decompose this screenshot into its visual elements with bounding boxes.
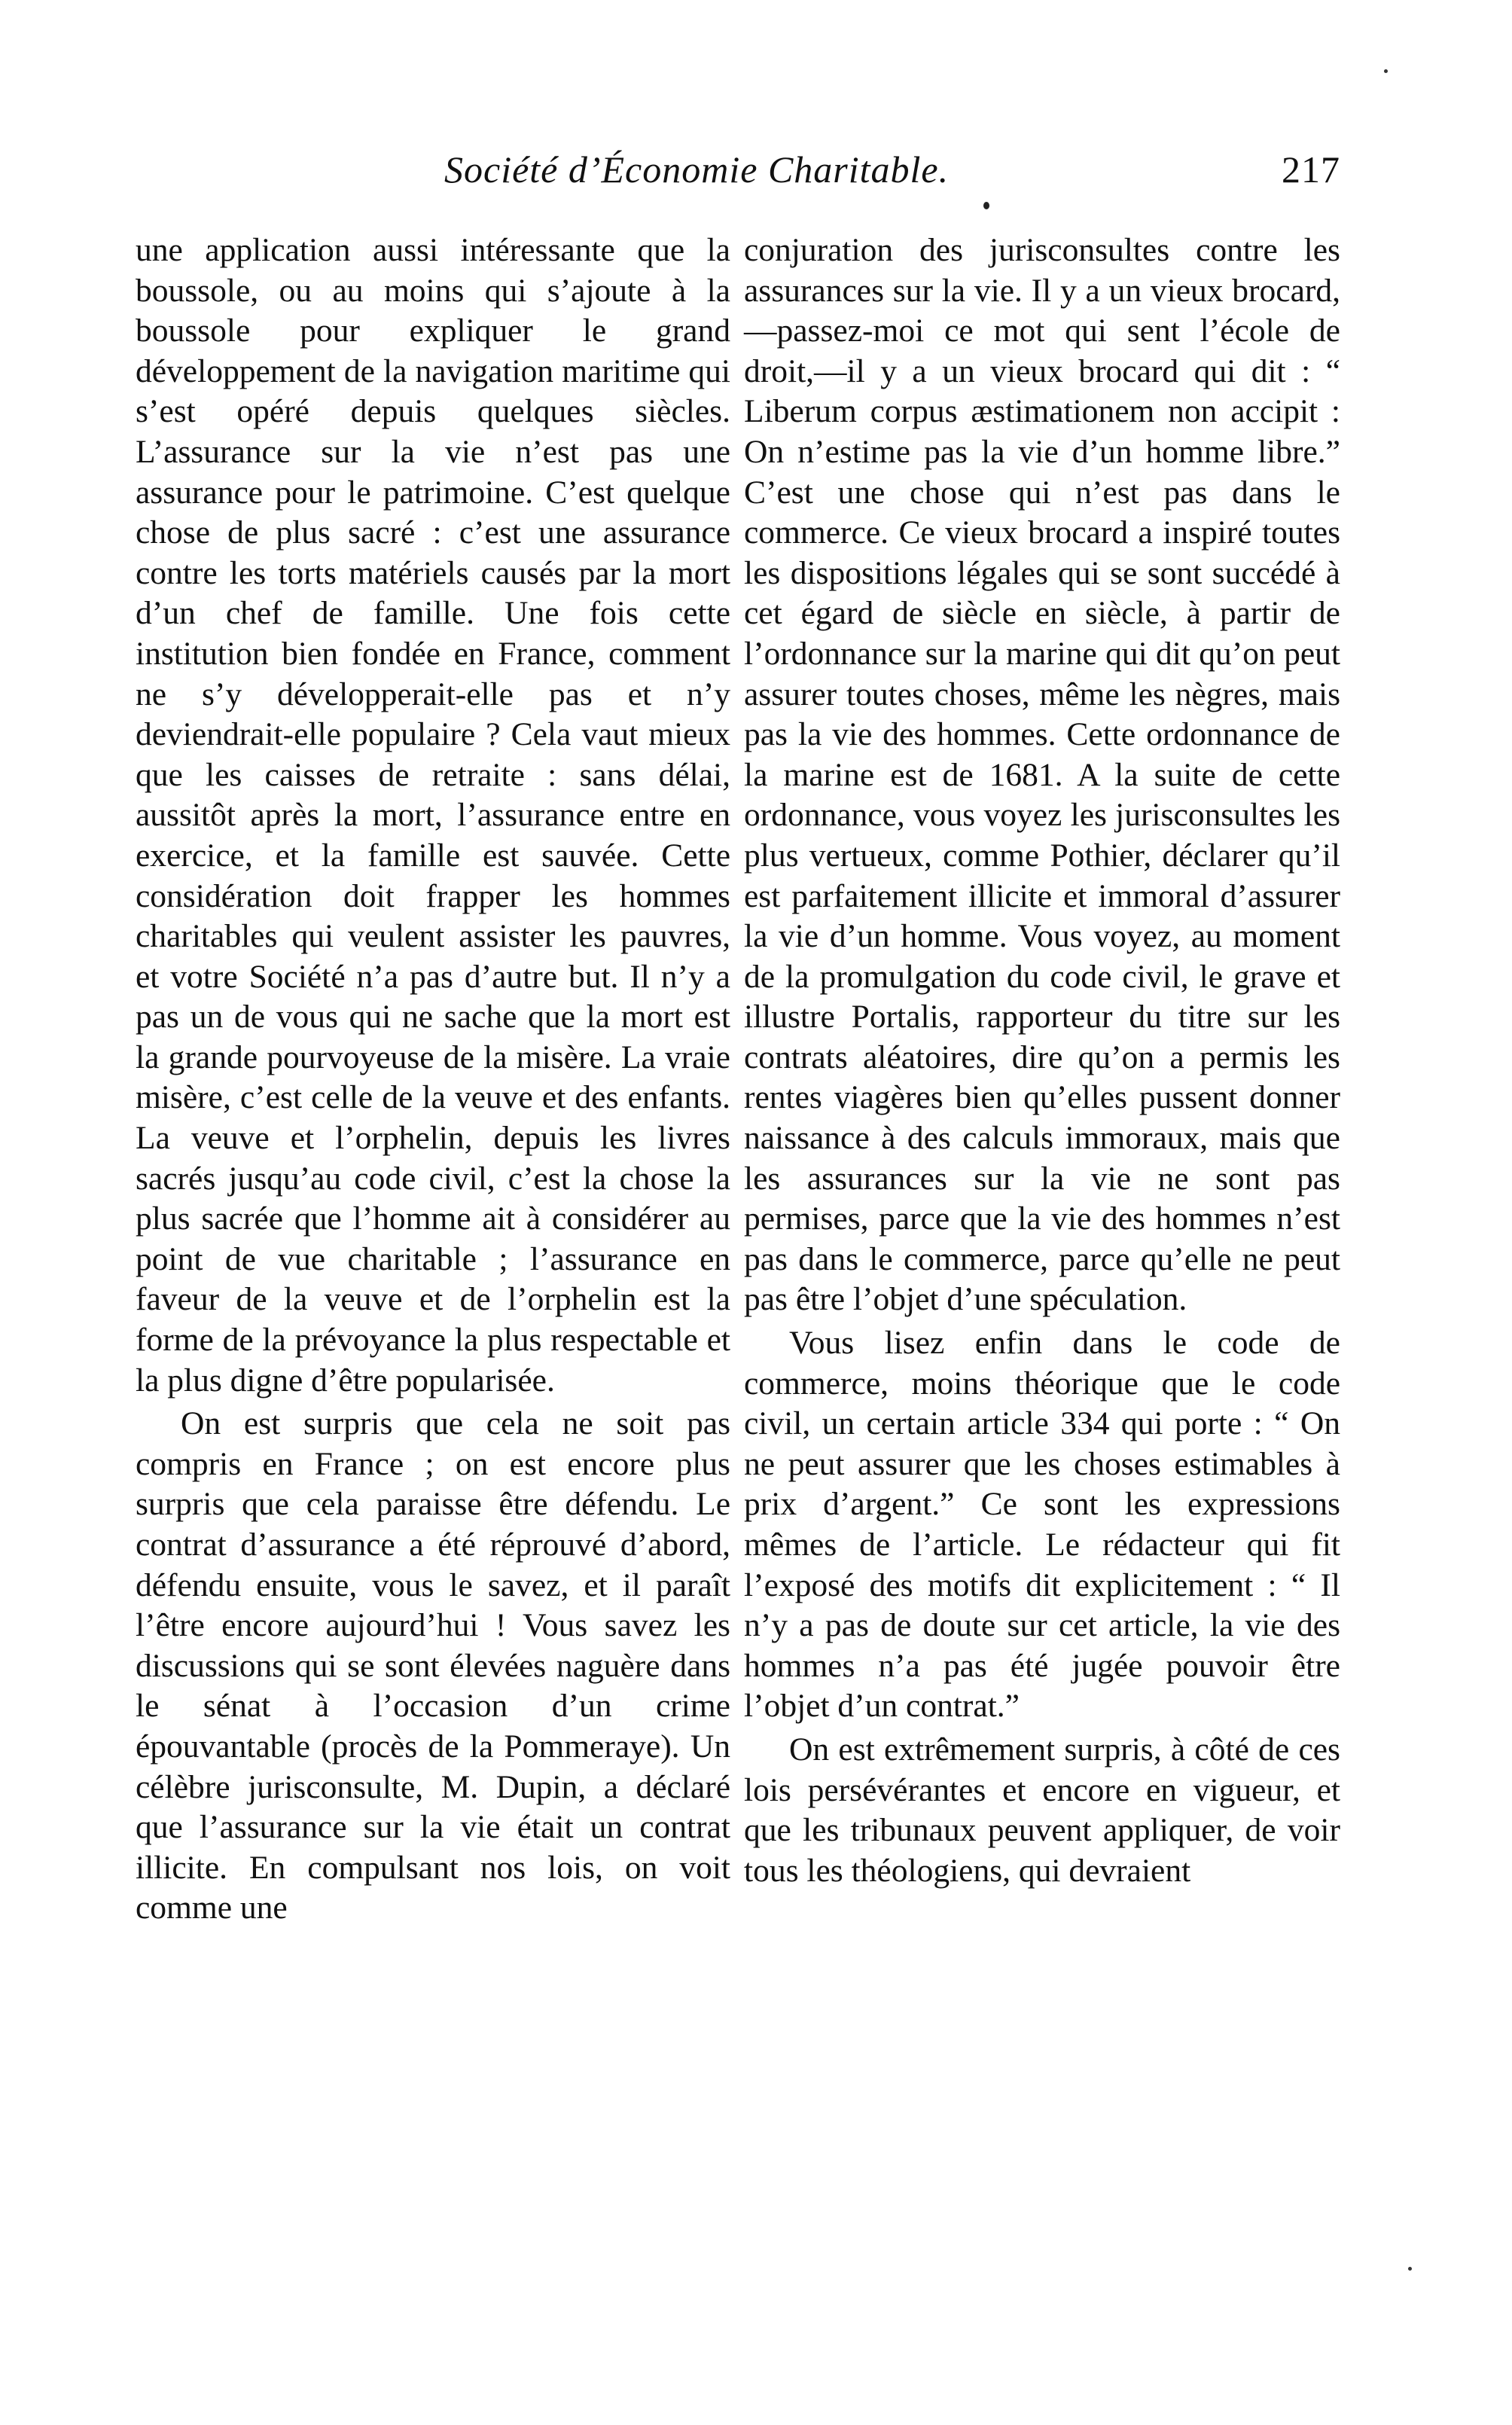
paragraph: Vous lisez enfin dans le code de commerce, moins théorique que le code civil, un certain article 334 qui porte : “ On ne peut assurer que les choses estimables à prix d’argent.” Ce sont les expressions mêmes de l’article. Le rédacteur qui fit l’exposé des motifs dit explicitement : “ Il n’y a pas de doute sur cet article, la vie des hommes n’a pas été jugée pouvoir être l’objet d’un contrat.”	[744, 1325, 1340, 1725]
paragraph: conjuration des jurisconsultes contre les assurances sur la vie. Il y a un vieux brocard,—passez-moi ce mot qui sent l’école de droit,—il y a un vieux brocard qui dit : “ Liberum corpus æstimationem non accipit : On n’estime pas la vie d’un homme libre.” C’est une chose qui n’est pas dans le commerce. Ce vieux brocard a inspiré toutes les dispositions légales qui se sont succédé à cet égard de siècle en siècle, à partir de l’ordonnance sur la marine qui dit qu’on peut assurer toutes choses, même les nègres, mais pas la vie des hommes. Cette ordonnance de la marine est de 1681. A la suite de cette ordonnance, vous voyez les jurisconsultes les plus vertueux, comme Pothier, déclarer qu’il est parfaitement illicite et immoral d’assurer la vie d’un homme. Vous voyez, au moment de la promulgation du code civil, le grave et illustre Portalis, rapporteur du titre sur les contrats aléatoires, dire qu’on a permis les rentes viagères bien qu’elles pussent donner naissance à des calculs immoraux, mais que les assurances sur la vie ne sont pas permises, parce que la vie des hommes n’est pas dans le commerce, parce qu’elle ne peut pas être l’objet d’une spéculation.	[744, 232, 1340, 1318]
paragraph: On est surpris que cela ne soit pas compris en France ; on est encore plus surpris que cela paraisse être défendu. Le contrat d’assurance a été réprouvé d’abord, défendu ensuite, vous le savez, et il paraît l’être encore aujourd’hui ! Vous savez les discussions qui se sont élevées naguère dans le sénat à l’occasion d’un crime épouvantable (procès de la Pommeraye). Un célèbre jurisconsulte, M. Dupin, a déclaré que l’assurance sur la vie était un contrat illicite. En compulsant nos lois, on voit comme une	[136, 1405, 730, 1926]
ink-dot	[983, 202, 989, 209]
left-column	[136, 230, 730, 1929]
paragraph: une application aussi intéressante que la boussole, ou au moins qui s’ajoute à la boussole pour expliquer le grand développement de la navigation maritime qui s’est opéré depuis quelques siècles. L’assurance sur la vie n’est pas une assurance pour le patrimoine. C’est quelque chose de plus sacré : c’est une assurance contre les torts matériels causés par la mort d’un chef de famille. Une fois cette institution bien fondée en France, comment ne s’y développerait-elle pas et n’y deviendrait-elle populaire ? Cela vaut mieux que les caisses de retraite : sans délai, aussitôt après la mort, l’assurance entre en exercice, et la famille est sauvée. Cette considération doit frapper les hommes charitables qui veulent assister les pauvres, et votre Société n’a pas d’autre but. Il n’y a pas un de vous qui ne sache que la mort est la grande pourvoyeuse de la misère. La vraie misère, c’est celle de la veuve et des enfants. La veuve et l’orphelin, depuis les livres sacrés jusqu’au code civil, c’est la chose la plus sacrée que l’homme ait à considérer au point de vue charitable ; l’assurance en faveur de la veuve et de l’orphelin est la forme de la prévoyance la plus respectable et la plus digne d’être popularisée.	[136, 232, 730, 1399]
ink-speck	[1384, 69, 1388, 73]
page-header	[444, 148, 1340, 200]
ink-speck	[1408, 2267, 1412, 2271]
paragraph: On est extrêmement surpris, à côté de ces lois persévérantes et encore en vigueur, et que les tribunaux peuvent appliquer, de voir tous les théologiens, qui devraient	[744, 1731, 1340, 1889]
right-column	[744, 230, 1340, 1891]
page-number: 217	[1282, 148, 1340, 191]
running-title: Société d’Économie Charitable.	[444, 148, 950, 191]
